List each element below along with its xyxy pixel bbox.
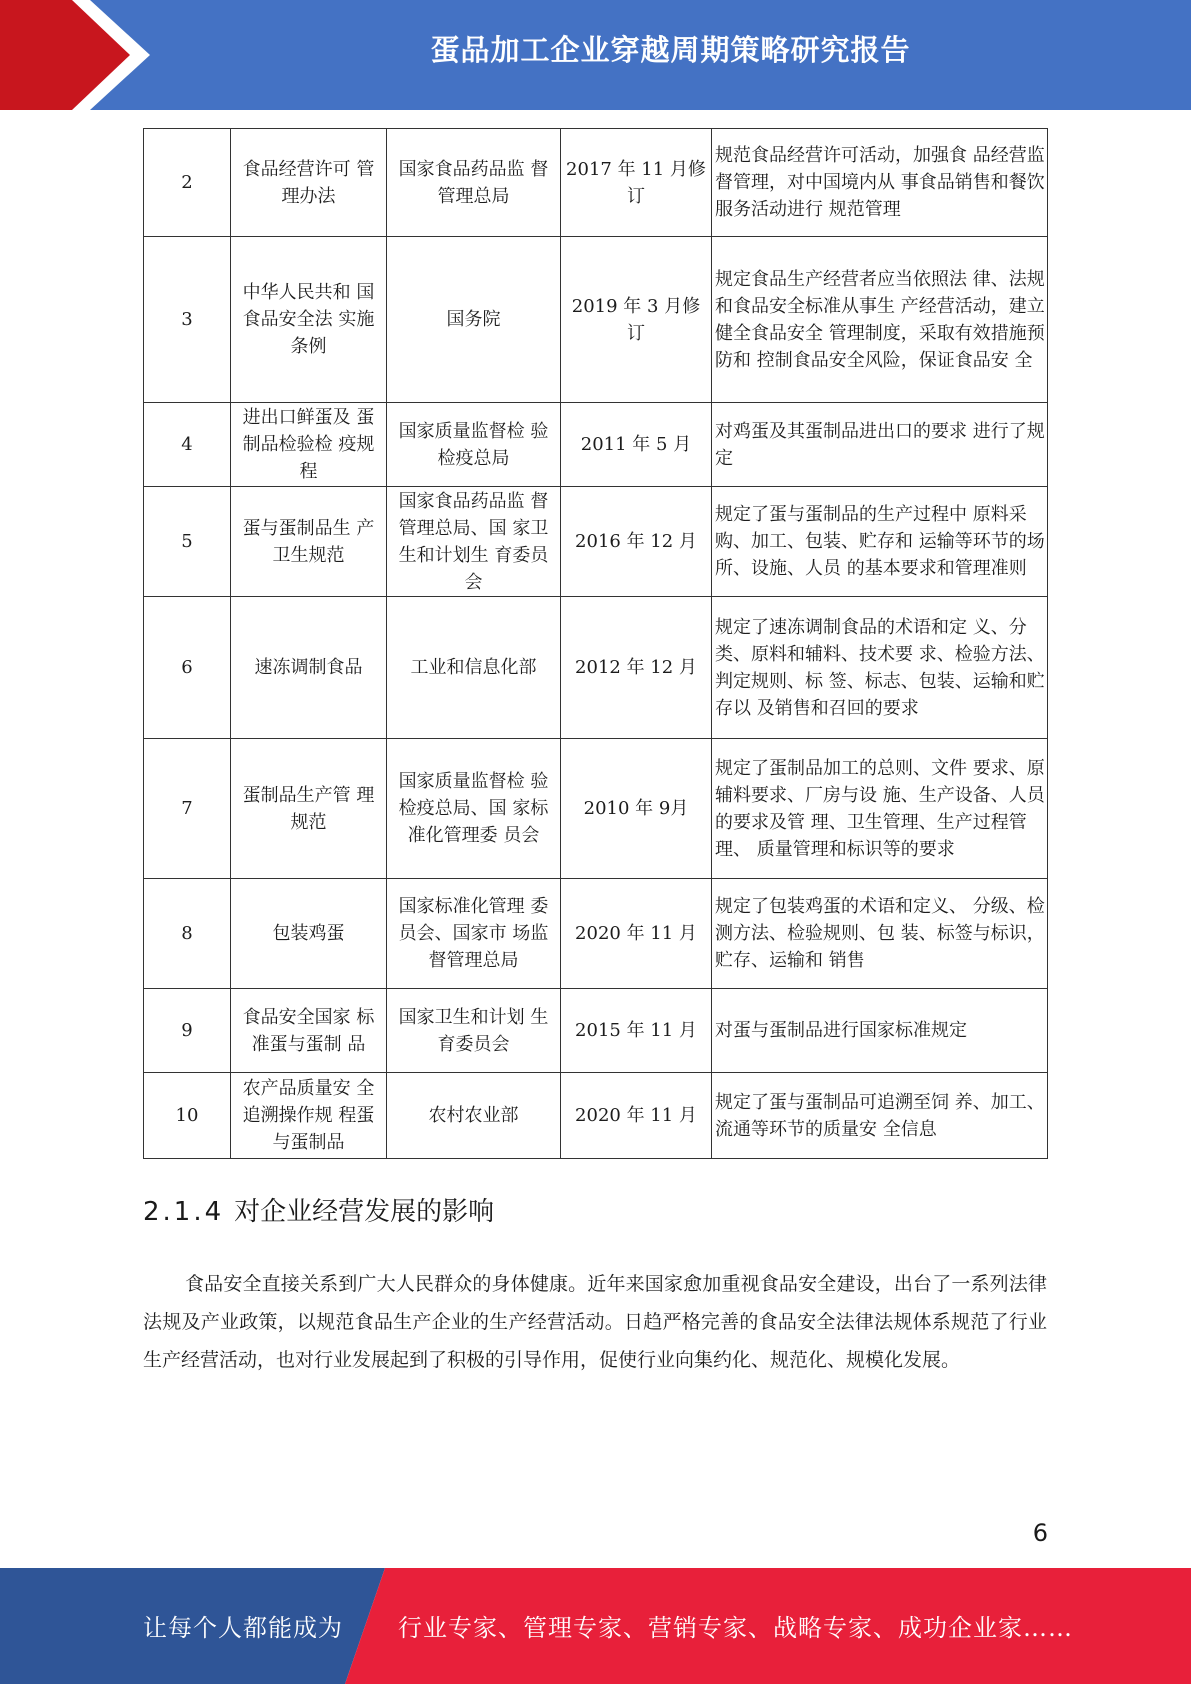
regulation-name: 中华人民共和 国食品安全法 实施条例: [231, 237, 387, 403]
regulation-name: 食品经营许可 管理办法: [231, 129, 387, 237]
effective-date: 2016 年 12 月: [561, 487, 712, 597]
regulation-description: 规范食品经营许可活动，加强食 品经营监督管理，对中国境内从 事食品销售和餐饮服务活动进行 规范管理: [712, 129, 1048, 237]
row-number: 6: [144, 597, 231, 739]
effective-date: 2015 年 11 月: [561, 989, 712, 1073]
regulation-description: 对蛋与蛋制品进行国家标准规定: [712, 989, 1048, 1073]
section-paragraph: 食品安全直接关系到广大人民群众的身体健康。近年来国家愈加重视食品安全建设，出台了一系列法律法规及产业政策，以规范食品生产企业的生产经营活动。日趋严格完善的食品安全法律法规体系规范了行业生产经营活动，也对行业发展起到了积极的引导作用，促使行业向集约化、规范化、规模化发展。: [143, 1273, 1047, 1371]
issuing-agency: 国家质量监督检 验检疫总局: [387, 403, 561, 487]
section-title: 对企业经营发展的影响: [234, 1197, 495, 1227]
row-number: 3: [144, 237, 231, 403]
issuing-agency: 国家食品药品监 督管理总局: [387, 129, 561, 237]
page-header: [0, 0, 1191, 110]
regulation-description: 规定食品生产经营者应当依照法 律、法规和食品安全标准从事生 产经营活动，建立健全食品安全 管理制度，采取有效措施预防和 控制食品安全风险，保证食品安 全: [712, 237, 1048, 403]
issuing-agency: 国家标准化管理 委员会、国家市 场监督管理总局: [387, 879, 561, 989]
table-row: [144, 989, 1048, 1073]
regulation-name: 农产品质量安 全追溯操作规 程蛋与蛋制品: [231, 1073, 387, 1159]
effective-date: 2017 年 11 月修订: [561, 129, 712, 237]
issuing-agency: 国家食品药品监 督管理总局、国 家卫生和计划生 育委员会: [387, 487, 561, 597]
row-number: 5: [144, 487, 231, 597]
regulations-table-wrap: [143, 128, 1047, 1159]
issuing-agency: 国务院: [387, 237, 561, 403]
table-row: [144, 487, 1048, 597]
effective-date: 2020 年 11 月: [561, 879, 712, 989]
row-number: 4: [144, 403, 231, 487]
regulation-name: 包装鸡蛋: [231, 879, 387, 989]
section-number: 2.1.4: [143, 1197, 225, 1227]
effective-date: 2011 年 5 月: [561, 403, 712, 487]
row-number: 9: [144, 989, 231, 1073]
table-row: [144, 129, 1048, 237]
row-number: 10: [144, 1073, 231, 1159]
effective-date: 2019 年 3 月修订: [561, 237, 712, 403]
table-row: [144, 597, 1048, 739]
effective-date: 2010 年 9月: [561, 739, 712, 879]
issuing-agency: 农村农业部: [387, 1073, 561, 1159]
report-title: 蛋品加工企业穿越周期策略研究报告: [430, 33, 911, 67]
table-row: [144, 879, 1048, 989]
row-number: 7: [144, 739, 231, 879]
effective-date: 2012 年 12 月: [561, 597, 712, 739]
regulation-name: 进出口鲜蛋及 蛋制品检验检 疫规程: [231, 403, 387, 487]
regulation-description: 规定了速冻调制食品的术语和定 义、分类、原料和辅料、技术要 求、检验方法、判定规则、标 签、标志、包装、运输和贮存以 及销售和召回的要求: [712, 597, 1048, 739]
regulation-name: 速冻调制食品: [231, 597, 387, 739]
regulation-name: 蛋与蛋制品生 产卫生规范: [231, 487, 387, 597]
section-heading: [143, 1191, 494, 1228]
regulation-description: 规定了蛋制品加工的总则、文件 要求、原辅料要求、厂房与设 施、生产设备、人员的要求及管 理、卫生管理、生产过程管理、 质量管理和标识等的要求: [712, 739, 1048, 879]
regulation-description: 规定了包装鸡蛋的术语和定义、 分级、检测方法、检验规则、包 装、标签与标识，贮存、运输和 销售: [712, 879, 1048, 989]
effective-date: 2020 年 11 月: [561, 1073, 712, 1159]
page-footer: [0, 1568, 1191, 1684]
table-row: [144, 237, 1048, 403]
regulation-name: 食品安全国家 标准蛋与蛋制 品: [231, 989, 387, 1073]
footer-slogan-right: 行业专家、管理专家、营销专家、战略专家、成功企业家……: [398, 1614, 1073, 1642]
row-number: 8: [144, 879, 231, 989]
regulations-table: [143, 128, 1048, 1159]
issuing-agency: 国家质量监督检 验检疫总局、国 家标准化管理委 员会: [387, 739, 561, 879]
footer-slogan-left: 让每个人都能成为: [143, 1614, 343, 1642]
table-row: [144, 1073, 1048, 1159]
issuing-agency: 国家卫生和计划 生育委员会: [387, 989, 561, 1073]
table-row: [144, 403, 1048, 487]
regulation-name: 蛋制品生产管 理规范: [231, 739, 387, 879]
regulation-description: 对鸡蛋及其蛋制品进出口的要求 进行了规定: [712, 403, 1048, 487]
page-number: 6: [1032, 1519, 1048, 1547]
table-row: [144, 739, 1048, 879]
regulation-description: 规定了蛋与蛋制品的生产过程中 原料采购、加工、包装、贮存和 运输等环节的场所、设施、人员 的基本要求和管理准则: [712, 487, 1048, 597]
regulation-description: 规定了蛋与蛋制品可追溯至饲 养、加工、流通等环节的质量安 全信息: [712, 1073, 1048, 1159]
issuing-agency: 工业和信息化部: [387, 597, 561, 739]
row-number: 2: [144, 129, 231, 237]
